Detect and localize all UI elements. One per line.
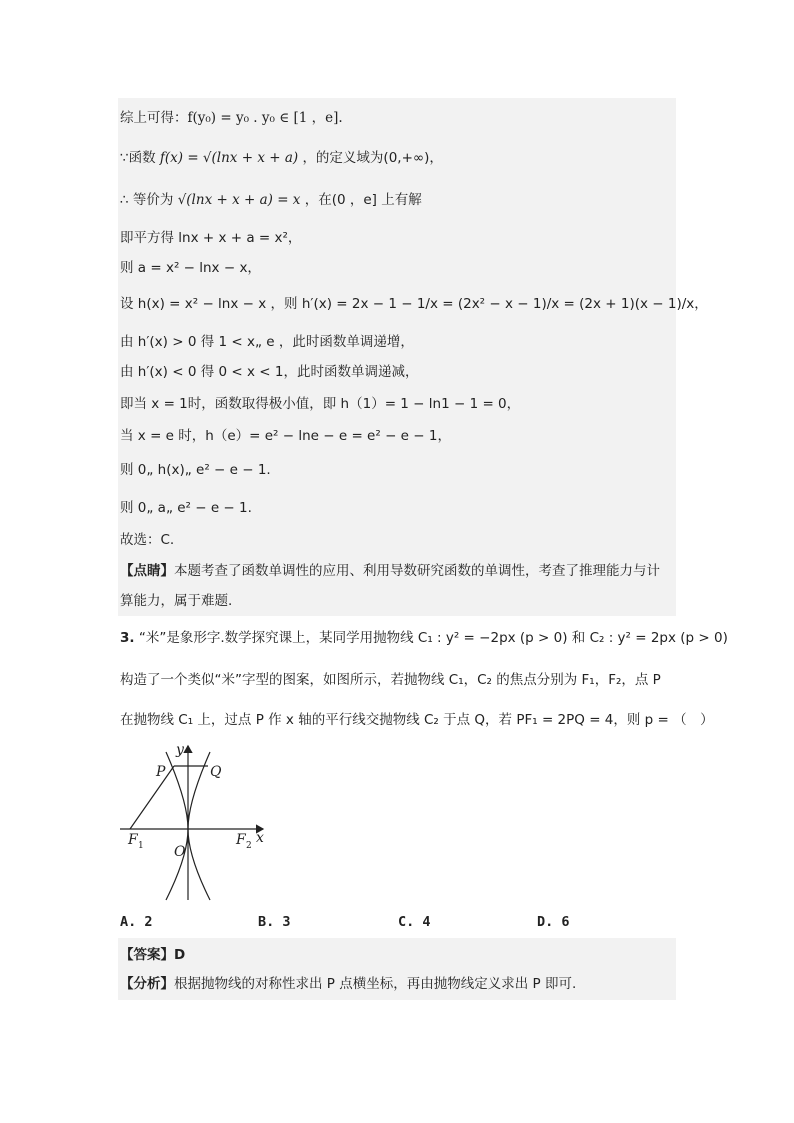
answer-tag: 【答案】 bbox=[120, 947, 174, 963]
question-line-2 bbox=[120, 670, 661, 690]
parabola-figure bbox=[118, 742, 278, 902]
solution-text: ，在(0 ，e] 上有解 bbox=[304, 192, 422, 208]
label-o: O bbox=[174, 844, 186, 860]
solution-line-13 bbox=[120, 530, 174, 550]
math-expression: f(x) = √(lnx + x + a) bbox=[159, 150, 299, 166]
label-y: y bbox=[176, 742, 184, 758]
solution-text: 综上可得：f(y₀) = y₀ . y₀ ∈ [1 ，e]. bbox=[120, 110, 343, 126]
solution-text: ∵函数 bbox=[120, 150, 156, 166]
option-a[interactable]: A. 2 bbox=[120, 914, 153, 930]
analysis-line bbox=[120, 974, 576, 994]
math-expression: √(lnx + x + a) = x bbox=[177, 192, 301, 208]
question-number: 3. bbox=[120, 630, 135, 646]
solution-line-7 bbox=[120, 332, 414, 352]
answer-line bbox=[120, 945, 185, 965]
solution-line-12 bbox=[120, 498, 252, 518]
line-pf1 bbox=[130, 766, 174, 829]
hint-line-2 bbox=[120, 591, 232, 611]
solution-text: ∴ 等价为 bbox=[120, 192, 174, 208]
solution-line-5 bbox=[120, 258, 261, 278]
solution-text: 则 a = x² − lnx − x， bbox=[120, 260, 261, 276]
parabola-c1 bbox=[166, 752, 188, 900]
solution-line-9 bbox=[120, 394, 520, 414]
question-line-1 bbox=[120, 628, 728, 648]
solution-line-4 bbox=[120, 228, 301, 248]
solution-line-1 bbox=[120, 108, 343, 128]
analysis-text: 根据抛物线的对称性求出 P 点横坐标，再由抛物线定义求出 P 即可. bbox=[174, 976, 577, 992]
answer-value: D bbox=[174, 947, 186, 963]
solution-shade-top bbox=[118, 98, 676, 616]
option-d[interactable]: D. 6 bbox=[537, 914, 570, 930]
label-p: P bbox=[156, 764, 166, 780]
question-text: 在抛物线 C₁ 上，过点 P 作 x 轴的平行线交抛物线 C₂ 于点 Q，若 PF₁ = 2PQ = 4，则 p = （ ） bbox=[120, 712, 714, 728]
parabola-c2 bbox=[188, 752, 210, 900]
solution-text: 当 x = e 时，h（e）= e² − lne − e = e² − e − 1， bbox=[120, 428, 451, 444]
label-f2: F bbox=[236, 832, 246, 848]
solution-line-8 bbox=[120, 362, 418, 382]
solution-text: 由 h′(x) < 0 得 0 < x < 1，此时函数单调递减， bbox=[120, 364, 419, 380]
solution-text: 即平方得 lnx + x + a = x²， bbox=[120, 230, 302, 246]
solution-line-11 bbox=[120, 460, 271, 480]
solution-line-3 bbox=[120, 190, 422, 210]
option-b[interactable]: B. 3 bbox=[258, 914, 291, 930]
question-text: “米”是象形字.数学探究课上，某同学用抛物线 C₁ : y² = −2px (p > 0) 和 C₂ : y² = 2px (p > 0) bbox=[138, 630, 728, 646]
solution-line-6 bbox=[120, 294, 708, 314]
label-f2-sub: 2 bbox=[246, 841, 252, 851]
solution-text: 设 h(x) = x² − lnx − x ，则 h′(x) = 2x − 1 − 1/x = (2x² − x − 1)/x = (2x + 1)(x − 1)/x， bbox=[120, 296, 708, 312]
label-f1-sub: 1 bbox=[138, 841, 144, 851]
hint-text: 本题考查了函数单调性的应用、利用导数研究函数的单调性，考查了推理能力与计 bbox=[174, 563, 660, 579]
solution-text: ，的定义域为(0,+∞)， bbox=[302, 150, 443, 166]
option-c[interactable]: C. 4 bbox=[398, 914, 431, 930]
solution-text: 则 0„ a„ e² − e − 1. bbox=[120, 500, 252, 516]
solution-text: 由 h′(x) > 0 得 1 < x„ e ，此时函数单调递增， bbox=[120, 334, 414, 350]
solution-line-10 bbox=[120, 426, 451, 446]
hint-tag: 【点睛】 bbox=[120, 563, 174, 579]
solution-text: 故选：C. bbox=[120, 532, 175, 548]
analysis-tag: 【分析】 bbox=[120, 976, 174, 992]
label-f1: F bbox=[128, 832, 138, 848]
hint-line-1 bbox=[120, 561, 660, 581]
solution-text: 即当 x = 1时，函数取得极小值，即 h（1）= 1 − ln1 − 1 = 0， bbox=[120, 396, 521, 412]
solution-text: 则 0„ h(x)„ e² − e − 1. bbox=[120, 462, 271, 478]
solution-line-2 bbox=[120, 148, 443, 168]
hint-text: 算能力，属于难题. bbox=[120, 593, 233, 609]
label-q: Q bbox=[210, 764, 222, 780]
question-text: 构造了一个类似“米”字型的图案，如图所示，若抛物线 C₁，C₂ 的焦点分别为 F₁，F₂，点 P bbox=[120, 672, 661, 688]
label-x: x bbox=[256, 830, 264, 846]
question-line-3 bbox=[120, 710, 714, 730]
